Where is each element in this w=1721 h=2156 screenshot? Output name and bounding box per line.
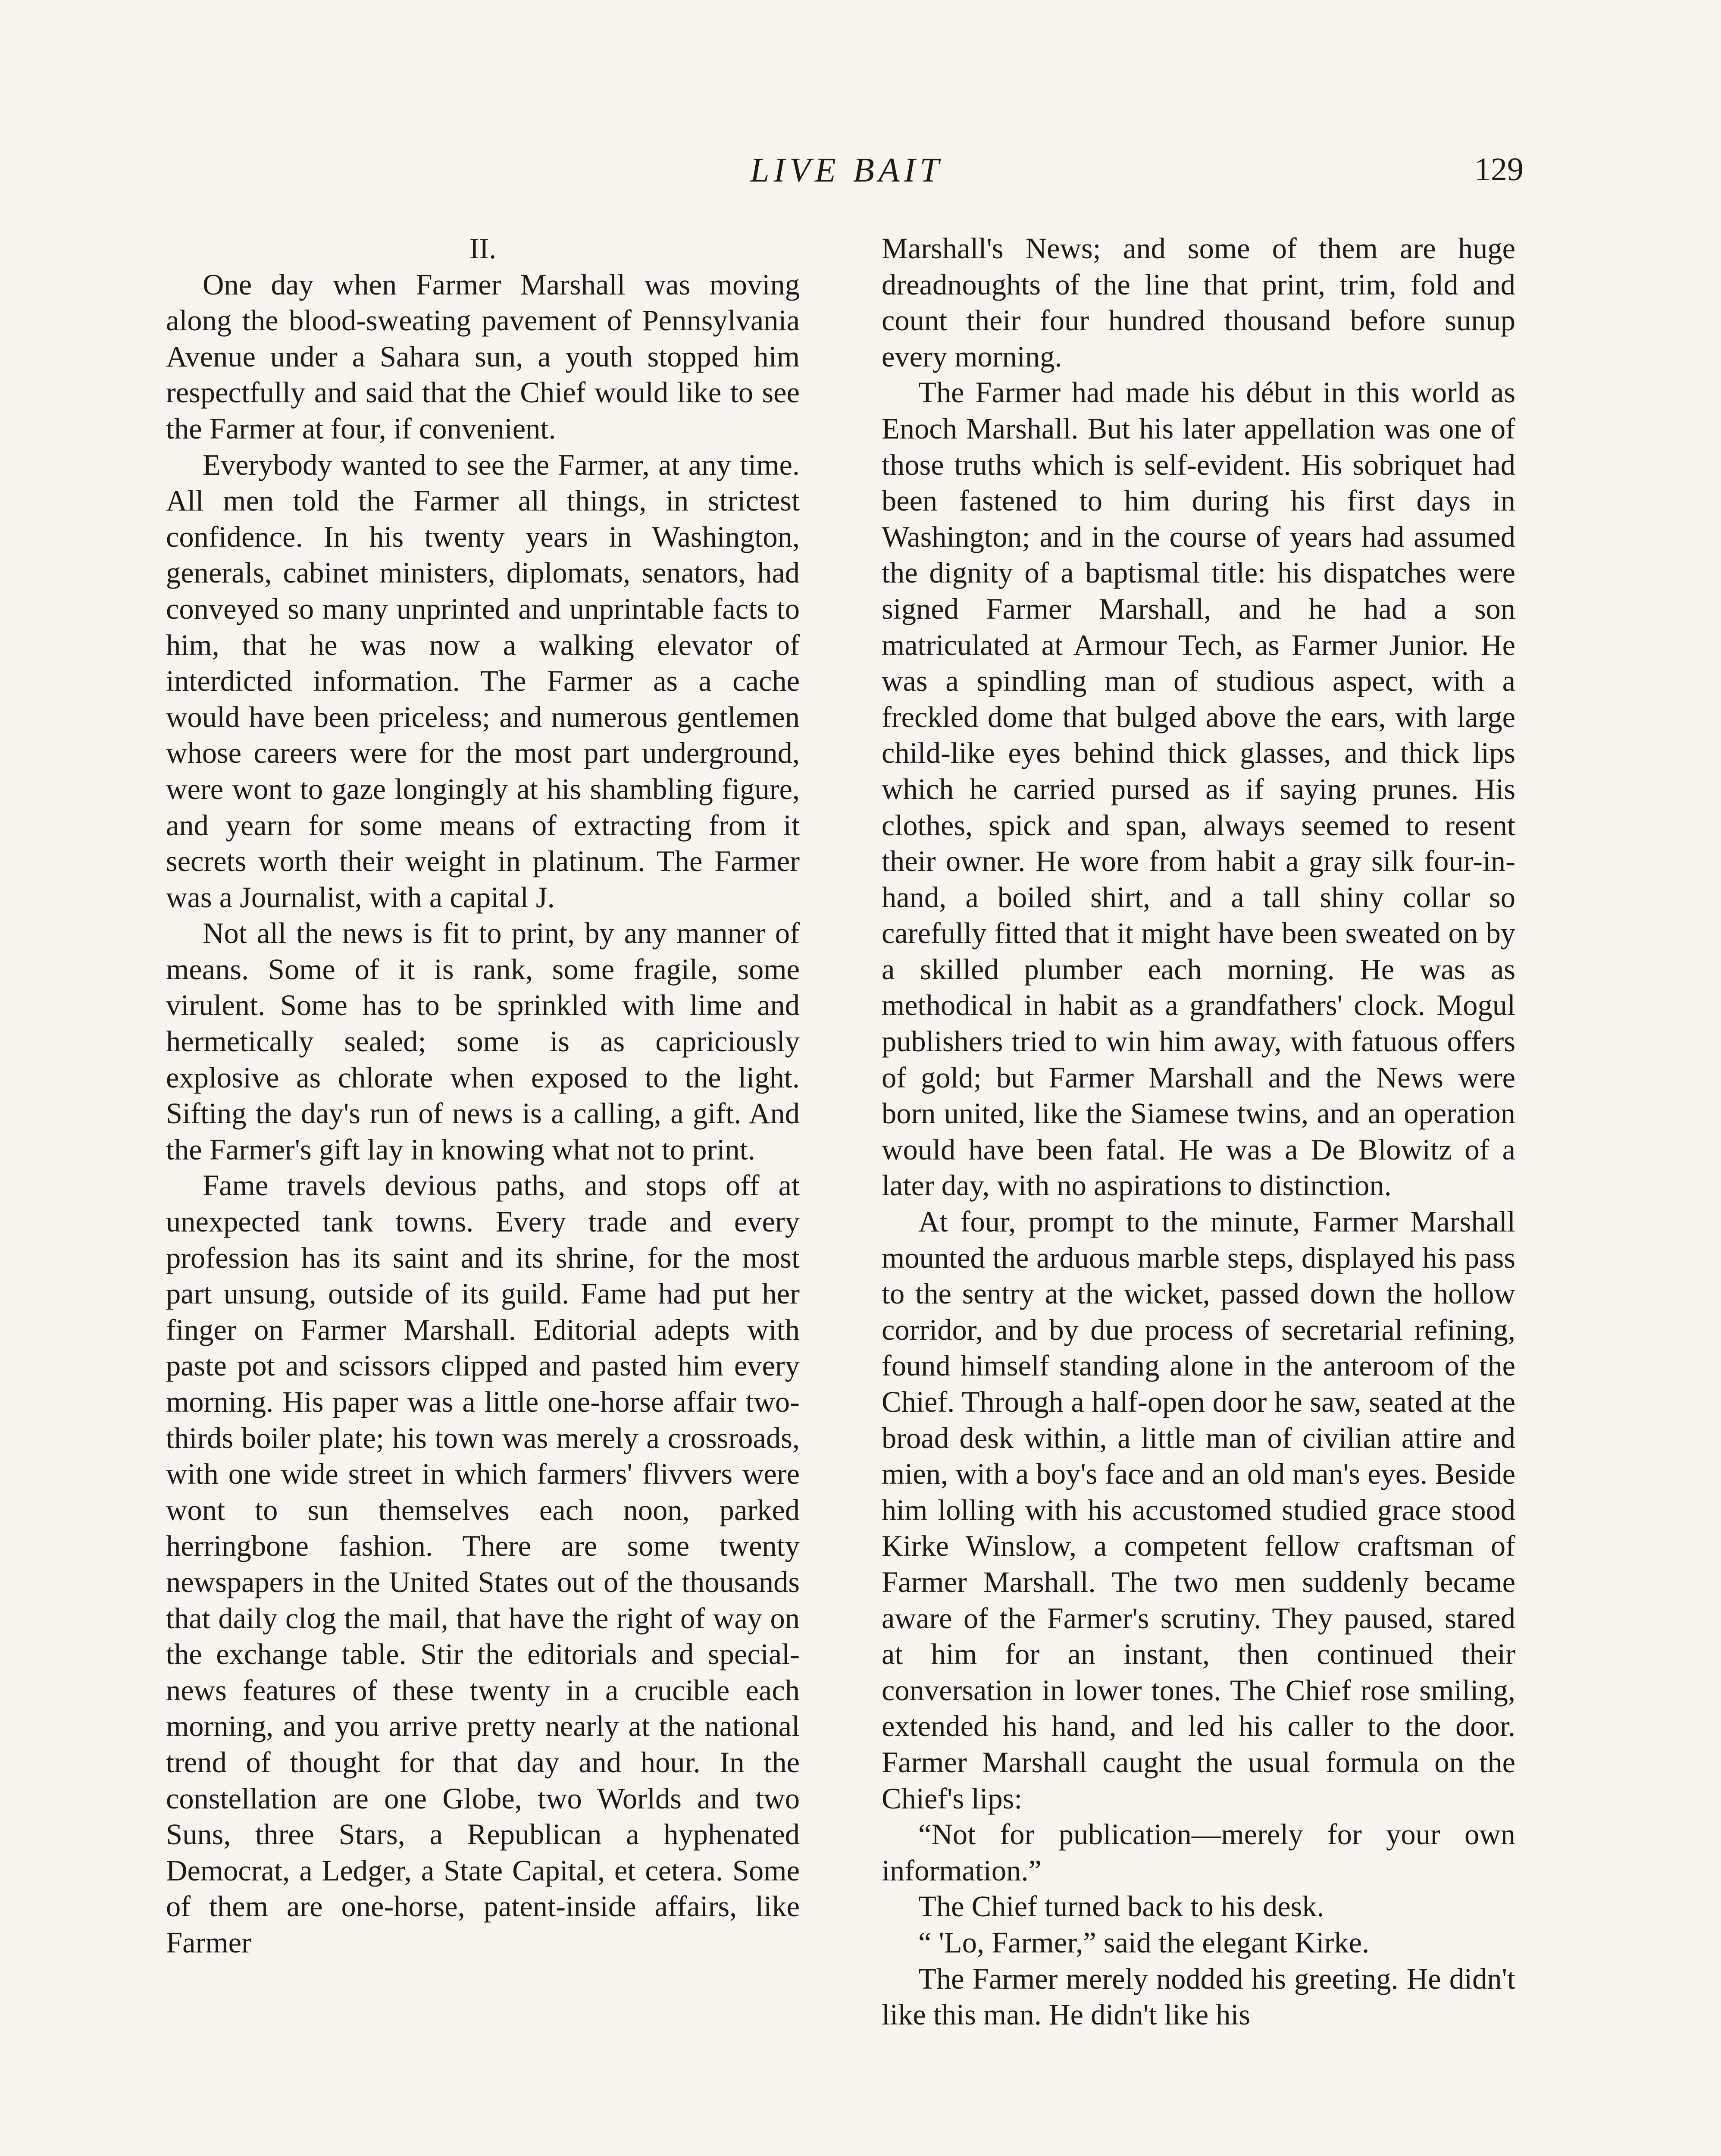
page-header: [0, 151, 1721, 207]
paragraph: Marshall's News; and some of them are huge dreadnoughts of the line that print, trim, fold and count their four hundred thousand before sunup every morning.: [882, 232, 1515, 373]
paragraph: Not all the news is fit to print, by any manner of means. Some of it is rank, some fragile, some virulent. Some has to be sprinkled with lime and hermetically sealed; some is as capriciously explosive as chlorate when exposed to the light. Sifting the day's run of news is a calling, a gift. And the Farmer's gift lay in knowing what not to print.: [166, 917, 800, 1166]
page-number: 129: [1474, 151, 1524, 188]
running-title: LIVE BAIT: [750, 151, 943, 189]
paragraph: Fame travels devious paths, and stops off at unexpected tank towns. Every trade and every profession has its saint and its shrine, for the most part unsung, outside of its guild. Fame had put her finger on Farmer Marshall. Editorial adepts with paste pot and scissors clipped and pasted him every morning. His paper was a little one-horse affair two-thirds boiler plate; his town was merely a crossroads, with one wide street in which farmers' flivvers were wont to sun themselves each noon, parked herringbone fashion. There are some twenty newspapers in the United States out of the thousands that daily clog the mail, that have the right of way on the exchange table. Stir the editorials and special-news features of these twenty in a crucible each morning, and you arrive pretty nearly at the national trend of thought for that day and hour. In the constellation are one Globe, two Worlds and two Suns, three Stars, a Republican a hyphenated Democrat, a Ledger, a State Capital, et cetera. Some of them are one-horse, patent-inside affairs, like Farmer: [166, 1169, 800, 1959]
paragraph: “Not for publication—merely for your own information.”: [882, 1818, 1515, 1887]
paragraph: At four, prompt to the minute, Farmer Marshall mounted the arduous marble steps, displayed his pass to the sentry at the wicket, passed down the hollow corridor, and by due process of secretarial refining, found himself standing alone in the anteroom of the Chief. Through a half-open door he saw, seated at the broad desk within, a little man of civilian attire and mien, with a boy's face and an old man's eyes. Beside him lolling with his accustomed studied grace stood Kirke Winslow, a competent fellow craftsman of Farmer Marshall. The two men suddenly became aware of the Farmer's scrutiny. They paused, stared at him for an instant, then continued their conversation in lower tones. The Chief rose smiling, extended his hand, and led his caller to the door. Farmer Marshall caught the usual formula on the Chief's lips:: [882, 1205, 1515, 1815]
paragraph: One day when Farmer Marshall was moving along the blood-sweating pavement of Pennsylvania Avenue under a Sahara sun, a youth stopped him respectfully and said that the Chief would like to see the Farmer at four, if convenient.: [166, 268, 800, 445]
paragraph: The Chief turned back to his desk.: [918, 1890, 1324, 1923]
left-column: [166, 231, 800, 1961]
paragraph: The Farmer merely nodded his greeting. He didn't like this man. He didn't like his: [882, 1962, 1515, 2031]
section-number: II.: [469, 232, 497, 265]
paragraph: “ 'Lo, Farmer,” said the elegant Kirke.: [918, 1926, 1370, 1959]
paragraph: The Farmer had made his début in this world as Enoch Marshall. But his later appellation was one of those truths which is self-evident. His sobriquet had been fastened to him during his first days in Washington; and in the course of years had assumed the dignity of a baptismal title: his dispatches were signed Farmer Marshall, and he had a son matriculated at Armour Tech, as Farmer Junior. He was a spindling man of studious aspect, with a freckled dome that bulged above the ears, with large child-like eyes behind thick glasses, and thick lips which he carried pursed as if saying prunes. His clothes, spick and span, always seemed to resent their owner. He wore from habit a gray silk four-in-hand, a boiled shirt, and a tall shiny collar so carefully fitted that it might have been sweated on by a skilled plumber each morning. He was as methodical in habit as a grandfathers' clock. Mogul publishers tried to win him away, with fatuous offers of gold; but Farmer Marshall and the News were born united, like the Siamese twins, and an operation would have been fatal. He was a De Blowitz of a later day, with no aspirations to distinction.: [882, 376, 1515, 1202]
paragraph: Everybody wanted to see the Farmer, at any time. All men told the Farmer all things, in strictest confidence. In his twenty years in Washington, generals, cabinet ministers, diplomats, senators, had conveyed so many unprinted and unprintable facts to him, that he was now a walking elevator of interdicted information. The Farmer as a cache would have been priceless; and numerous gentlemen whose careers were for the most part underground, were wont to gaze longingly at his shambling figure, and yearn for some means of extracting from it secrets worth their weight in platinum. The Farmer was a Journalist, with a capital J.: [166, 448, 800, 914]
right-column: [882, 231, 1515, 2033]
